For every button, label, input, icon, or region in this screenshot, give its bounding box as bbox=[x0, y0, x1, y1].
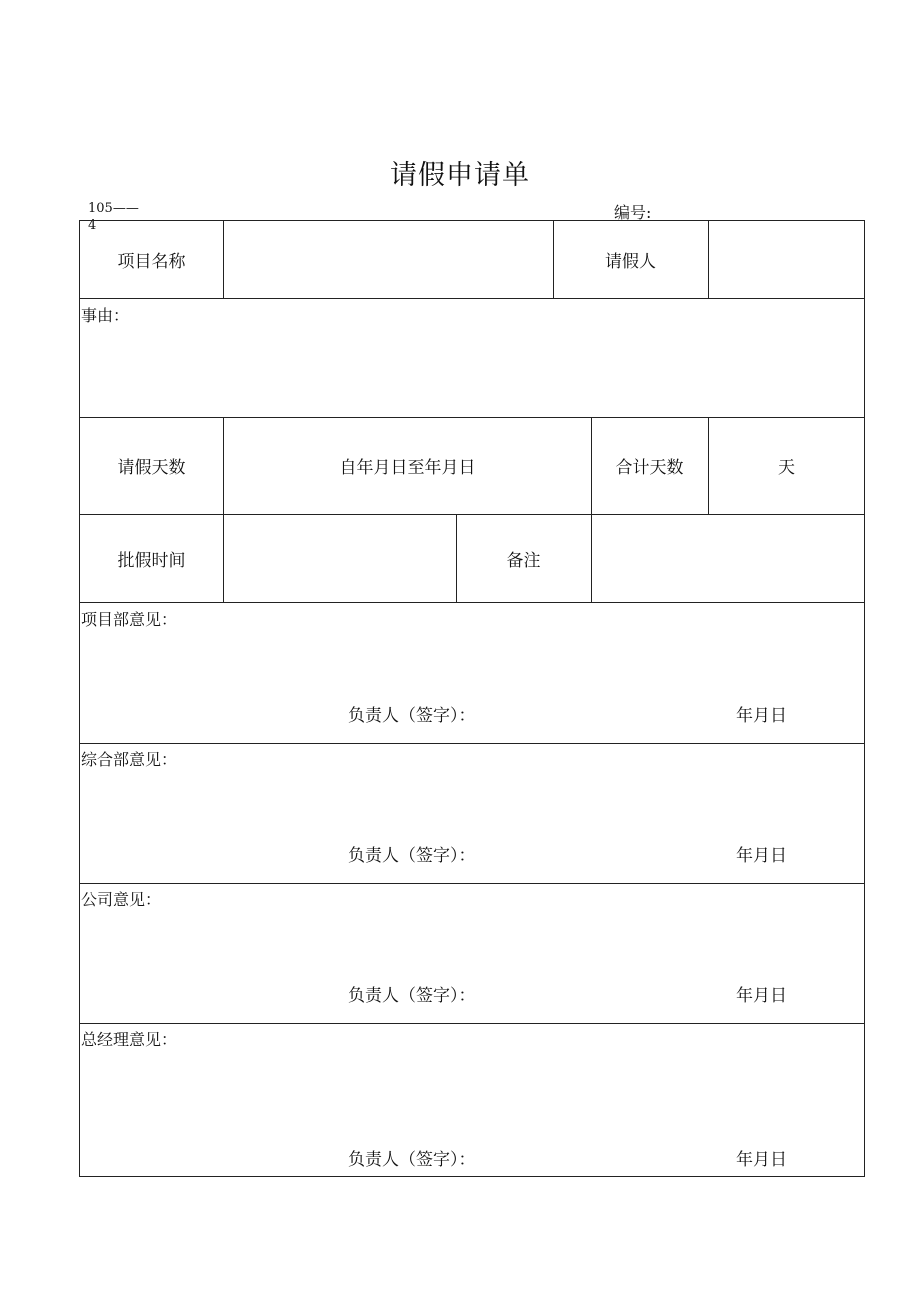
total-days-label: 合计天数 bbox=[615, 458, 684, 478]
date-label: 年月日 bbox=[736, 846, 787, 866]
reason-field[interactable] bbox=[80, 321, 864, 416]
signer-label: 负责人（签字）： bbox=[348, 846, 476, 866]
row-divider bbox=[80, 883, 864, 884]
project-name-label: 项目名称 bbox=[117, 252, 186, 272]
general-manager-opinion-label: 总经理意见： bbox=[81, 1030, 178, 1049]
date-label: 年月日 bbox=[736, 1150, 787, 1170]
row-divider bbox=[80, 602, 864, 603]
page-title: 请假申请单 bbox=[390, 160, 530, 191]
company-opinion-label: 公司意见： bbox=[81, 890, 162, 909]
total-days-field[interactable]: 天 bbox=[778, 458, 795, 478]
remarks-field[interactable] bbox=[592, 514, 864, 602]
row-divider bbox=[80, 743, 864, 744]
signer-label: 负责人（签字）： bbox=[348, 986, 476, 1006]
general-dept-opinion-label: 综合部意见： bbox=[81, 750, 178, 769]
signer-label: 负责人（签字）： bbox=[348, 706, 476, 726]
approval-time-label: 批假时间 bbox=[117, 550, 186, 571]
date-label: 年月日 bbox=[736, 986, 787, 1006]
remarks-label: 备注 bbox=[506, 550, 541, 571]
reason-label: 事由： bbox=[81, 306, 130, 325]
applicant-field[interactable] bbox=[709, 221, 864, 298]
serial-number-label: 编号: bbox=[614, 203, 652, 222]
project-dept-opinion-label: 项目部意见： bbox=[81, 610, 178, 629]
leave-days-label: 请假天数 bbox=[117, 458, 186, 478]
date-range-field[interactable]: 自年月日至年月日 bbox=[339, 458, 476, 478]
document-number-suffix: 4 bbox=[88, 218, 97, 233]
row-divider bbox=[80, 1023, 864, 1024]
applicant-label: 请假人 bbox=[605, 252, 656, 272]
row-divider bbox=[80, 298, 864, 299]
project-name-field[interactable] bbox=[224, 221, 553, 298]
date-label: 年月日 bbox=[736, 706, 787, 726]
document-number: 105—— bbox=[88, 201, 139, 216]
leave-form-table bbox=[79, 220, 865, 1177]
approval-time-field[interactable] bbox=[224, 514, 456, 602]
signer-label: 负责人（签字）： bbox=[348, 1150, 476, 1170]
